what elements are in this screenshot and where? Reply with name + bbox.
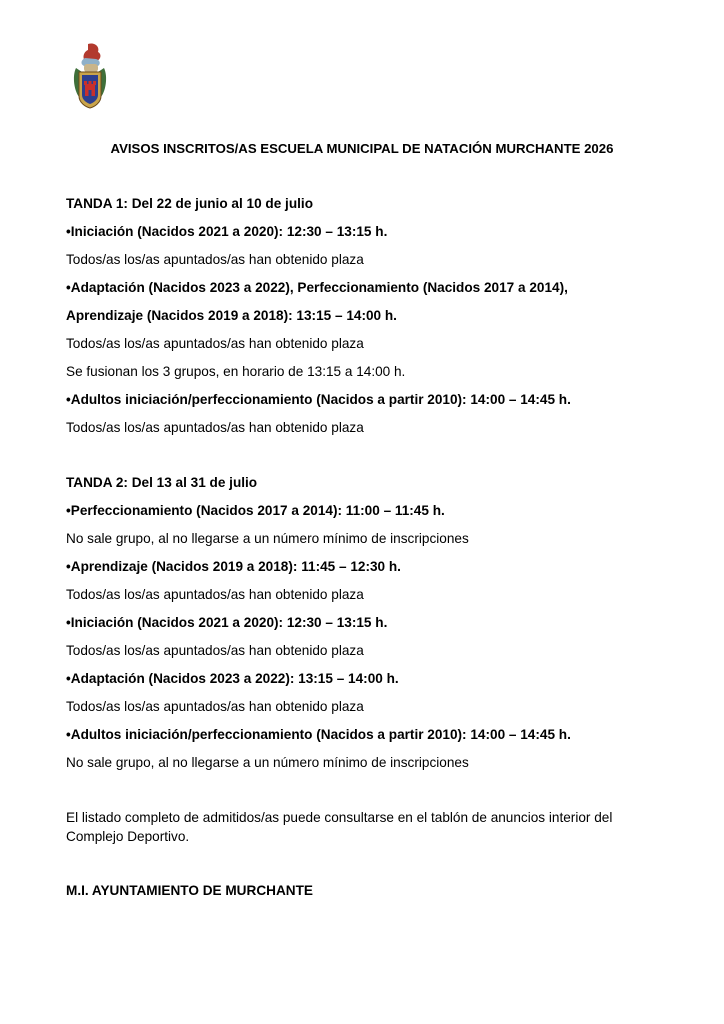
tanda2-group-adaptacion-status: Todos/as los/as apuntados/as han obtenido plaza <box>66 699 364 714</box>
tanda2-group-adaptacion: •Adaptación (Nacidos 2023 a 2022): 13:15 – 14:00 h. <box>66 671 399 686</box>
tanda1-group-adultos: •Adultos iniciación/perfeccionamiento (Nacidos a partir 2010): 14:00 – 14:45 h. <box>66 392 571 407</box>
tanda1-group-combined-status: Todos/as los/as apuntados/as han obtenido plaza <box>66 336 364 351</box>
tanda1-heading: TANDA 1: Del 22 de junio al 10 de julio <box>66 196 313 211</box>
tanda1-group-iniciacion: •Iniciación (Nacidos 2021 a 2020): 12:30 – 13:15 h. <box>66 224 388 239</box>
tanda2-group-perfeccionamiento-status: No sale grupo, al no llegarse a un número mínimo de inscripciones <box>66 531 469 546</box>
tanda1-group-combined-note: Se fusionan los 3 grupos, en horario de 13:15 a 14:00 h. <box>66 364 406 379</box>
tanda2-group-aprendizaje-status: Todos/as los/as apuntados/as han obtenido plaza <box>66 587 364 602</box>
tanda2-group-perfeccionamiento: •Perfeccionamiento (Nacidos 2017 a 2014): 11:00 – 11:45 h. <box>66 503 445 518</box>
tanda1-group-combined-line2: Aprendizaje (Nacidos 2019 a 2018): 13:15 – 14:00 h. <box>66 308 397 323</box>
tanda2-group-iniciacion-status: Todos/as los/as apuntados/as han obtenido plaza <box>66 643 364 658</box>
tanda2-group-iniciacion: •Iniciación (Nacidos 2021 a 2020): 12:30 – 13:15 h. <box>66 615 388 630</box>
tanda2-group-aprendizaje: •Aprendizaje (Nacidos 2019 a 2018): 11:45 – 12:30 h. <box>66 559 401 574</box>
signature: M.I. AYUNTAMIENTO DE MURCHANTE <box>66 883 313 898</box>
footer-note: El listado completo de admitidos/as puede consultarse en el tablón de anuncios interior del Complejo Deportivo. <box>66 810 613 844</box>
tanda1-group-iniciacion-status: Todos/as los/as apuntados/as han obtenido plaza <box>66 252 364 267</box>
coat-of-arms-icon <box>72 42 108 110</box>
tanda2-heading: TANDA 2: Del 13 al 31 de julio <box>66 475 258 490</box>
tanda1-group-adultos-status: Todos/as los/as apuntados/as han obtenido plaza <box>66 420 364 435</box>
tanda1-group-combined-line1: •Adaptación (Nacidos 2023 a 2022), Perfeccionamiento (Nacidos 2017 a 2014), <box>66 280 568 295</box>
tanda2-group-adultos-status: No sale grupo, al no llegarse a un número mínimo de inscripciones <box>66 755 469 770</box>
document-title: AVISOS INSCRITOS/AS ESCUELA MUNICIPAL DE NATACIÓN MURCHANTE 2026 <box>110 141 614 156</box>
tanda2-group-adultos: •Adultos iniciación/perfeccionamiento (Nacidos a partir 2010): 14:00 – 14:45 h. <box>66 727 571 742</box>
